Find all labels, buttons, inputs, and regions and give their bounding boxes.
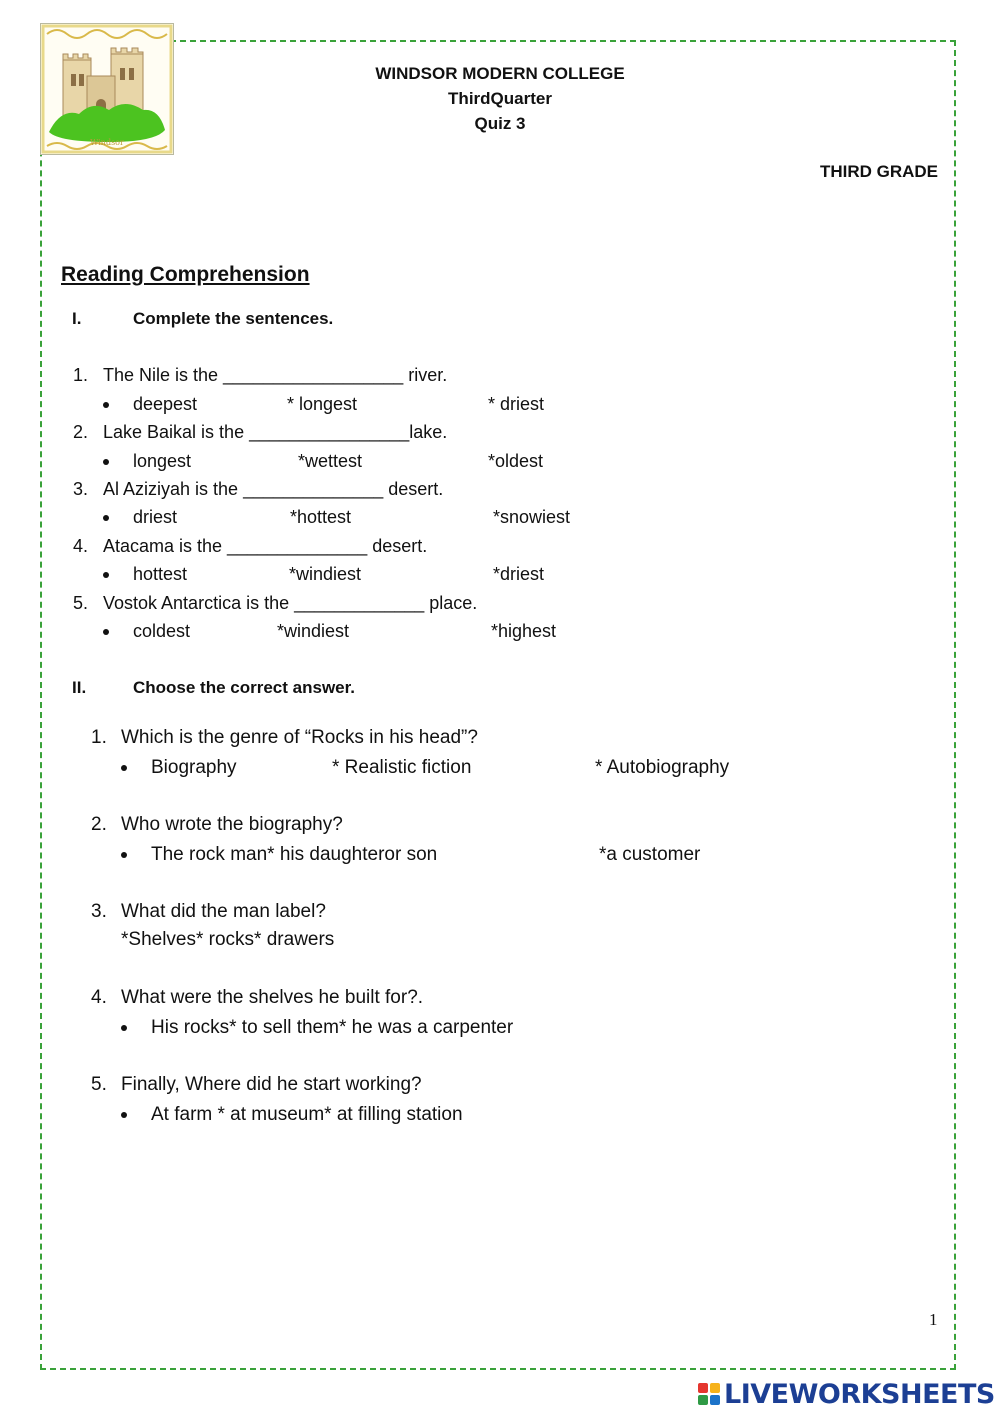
question-number: 5. [91, 1074, 107, 1095]
page-border [40, 40, 956, 1370]
item-number: 5. [73, 593, 89, 613]
option: driest [133, 507, 178, 527]
question-number: 3. [91, 901, 107, 922]
liveworksheets-logo-icon [698, 1383, 720, 1405]
question-number: 1. [91, 727, 107, 748]
option: *wettest [298, 451, 363, 471]
quarter-label: ThirdQuarter [448, 89, 552, 108]
option: coldest [133, 621, 191, 641]
option: * Realistic fiction [332, 757, 472, 778]
item-number: 2. [73, 422, 89, 442]
option: * driest [488, 394, 545, 414]
option: * Autobiography [595, 757, 730, 778]
grade-label: THIRD GRADE [819, 162, 938, 181]
school-name: WINDSOR MODERN COLLEGE [375, 64, 625, 83]
option: *driest [493, 564, 545, 584]
option: His rocks* to sell them* he was a carpenter [151, 1017, 514, 1038]
option: hottest [133, 564, 188, 584]
bullet-icon [103, 402, 109, 408]
option: *oldest [488, 451, 544, 471]
bullet-icon [103, 459, 109, 465]
bullet-icon [103, 629, 109, 635]
part1-numeral: I. [72, 309, 82, 328]
option: deepest [133, 394, 198, 414]
bullet-icon [121, 1112, 127, 1118]
option: *windiest [289, 564, 362, 584]
option: *snowiest [493, 507, 571, 527]
item-text: Al Aziziyah is the ______________ desert. [103, 479, 444, 499]
item-number: 1. [73, 365, 89, 385]
part1-instruction: Complete the sentences. [133, 309, 334, 328]
question-text: Finally, Where did he start working? [121, 1074, 422, 1095]
question-text: Which is the genre of “Rocks in his head”? [121, 727, 478, 748]
bullet-icon [103, 515, 109, 521]
item-text: Lake Baikal is the ________________lake. [103, 422, 448, 442]
option: *highest [491, 621, 557, 641]
item-text: The Nile is the __________________ river. [103, 365, 448, 385]
option: *windiest [277, 621, 350, 641]
bullet-icon [121, 1025, 127, 1031]
option: *a customer [599, 844, 701, 865]
liveworksheets-text: LIVEWORKSHEETS [724, 1378, 995, 1410]
option: At farm * at museum* at filling station [151, 1104, 463, 1125]
logo-caption: Windsor [90, 138, 124, 147]
part2-numeral: II. [72, 678, 87, 697]
question-number: 2. [91, 814, 107, 835]
option: longest [133, 451, 192, 471]
section-title: Reading Comprehension [61, 263, 310, 286]
item-number: 3. [73, 479, 89, 499]
question-text: Who wrote the biography? [121, 814, 343, 835]
question-text: What were the shelves he built for?. [121, 987, 424, 1008]
part2-instruction: Choose the correct answer. [133, 678, 356, 697]
option: *hottest [290, 507, 352, 527]
question-number: 4. [91, 987, 107, 1008]
part2-question-3-answer: *Shelves* rocks* drawers [121, 929, 335, 950]
quiz-label: Quiz 3 [474, 114, 526, 133]
item-text: Vostok Antarctica is the _____________ place. [103, 593, 478, 613]
item-number: 4. [73, 536, 89, 556]
option: Biography [151, 757, 237, 778]
question-text: What did the man label? [121, 901, 326, 922]
item-text: Atacama is the ______________ desert. [103, 536, 428, 556]
liveworksheets-watermark[interactable] [698, 1378, 995, 1410]
option: * longest [287, 394, 358, 414]
bullet-icon [103, 572, 109, 578]
option: The rock man* his daughteror son [151, 844, 438, 865]
bullet-icon [121, 765, 127, 771]
page-number: 1 [929, 1310, 938, 1329]
bullet-icon [121, 852, 127, 858]
